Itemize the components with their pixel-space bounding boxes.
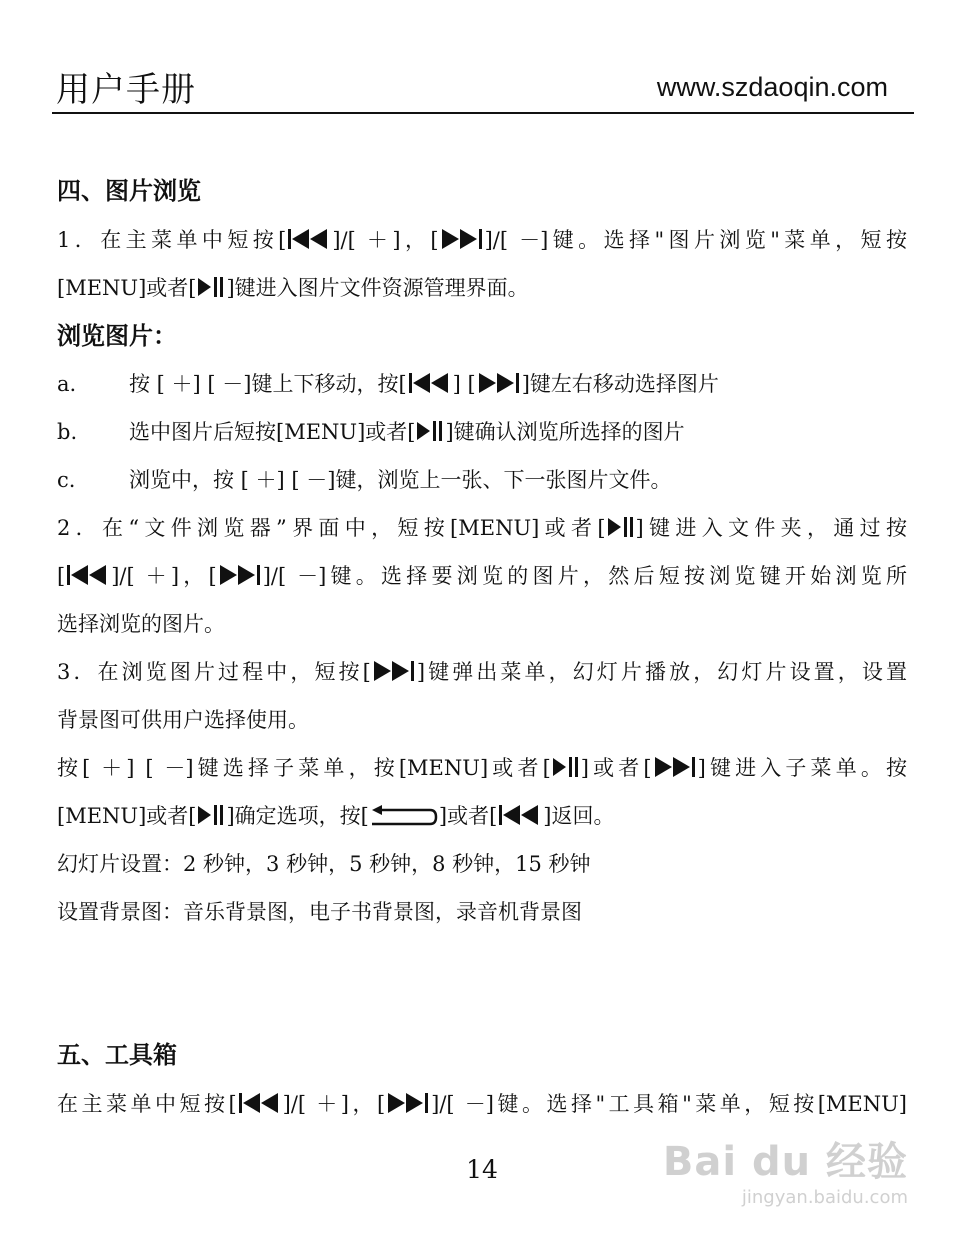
play-pause-icon [416, 420, 444, 442]
slideshow-settings-line: 幻灯片设置：2 秒钟，3 秒钟，5 秒钟，8 秒钟，15 秒钟 [57, 852, 591, 876]
next-track-icon [372, 660, 416, 682]
play-pause-icon [197, 276, 225, 298]
next-track-icon [218, 564, 262, 586]
paragraph-line: 在主菜单中短按[ ]/[ ＋]，[ ]/[ －]键。选择"工具箱"菜单，短按[MENU] [57, 1092, 907, 1116]
next-track-icon [477, 372, 521, 394]
paragraph-line: [MENU]或者[ ]键进入图片文件资源管理界面。 [57, 276, 529, 300]
section-heading-image-browse: 四、图片浏览 [57, 177, 201, 205]
list-item: b. 选中图片后短按[MENU]或者[ ]键确认浏览所选择的图片 [57, 420, 685, 444]
watermark-logo: Bai du 经验 [662, 1139, 908, 1185]
header-title: 用户手册 [56, 70, 196, 110]
play-pause-icon [607, 516, 635, 538]
list-item: a. 按 [ ＋] [ －]键上下移动，按[ ] [ ]键左右移动选择图片 [57, 372, 719, 396]
watermark [663, 1130, 908, 1208]
prev-track-icon [238, 1092, 282, 1114]
paragraph-line: 3．在浏览图片过程中，短按[ ]键弹出菜单，幻灯片播放，幻灯片设置，设置 [57, 660, 907, 684]
play-pause-icon [552, 756, 580, 778]
prev-track-icon [498, 804, 542, 826]
prev-track-icon [408, 372, 452, 394]
paragraph-line: [MENU]或者[ ]确定选项，按[ ]或者[ ]返回。 [57, 804, 615, 828]
watermark-url: jingyan.baidu.com [741, 1187, 908, 1208]
paragraph-line: 背景图可供用户选择使用。 [57, 708, 309, 732]
back-arrow-icon [370, 804, 438, 826]
list-item: c. 浏览中，按 [ ＋] [ －]键，浏览上一张、下一张图片文件。 [57, 468, 672, 492]
paragraph-line: [ ]/[ ＋]，[ ]/[ －]键。选择要浏览的图片，然后短按浏览键开始浏览所 [57, 564, 907, 588]
section-heading-toolbox: 五、工具箱 [57, 1041, 177, 1069]
play-pause-icon [197, 804, 225, 826]
next-track-icon [653, 756, 697, 778]
sub-heading-browse-pictures: 浏览图片： [57, 322, 177, 350]
background-settings-line: 设置背景图：音乐背景图，电子书背景图，录音机背景图 [57, 900, 582, 924]
header-url: www.szdaoqin.com [656, 72, 888, 102]
paragraph-line: 按[ ＋] [ －]键选择子菜单，按[MENU]或者[ ]或者[ ]键进入子菜单。按 [57, 756, 907, 780]
paragraph-line: 选择浏览的图片。 [57, 612, 225, 636]
page-number: 14 [466, 1155, 498, 1184]
next-track-icon [440, 228, 484, 250]
paragraph-line: 1．在主菜单中短按[ ]/[ ＋]，[ ]/[ －]键。选择"图片浏览"菜单，短按 [57, 228, 907, 252]
next-track-icon [386, 1092, 430, 1114]
header-divider [52, 112, 914, 114]
prev-track-icon [287, 228, 331, 250]
prev-track-icon [66, 564, 110, 586]
paragraph-line: 2．在“文件浏览器”界面中，短按[MENU]或者[ ]键进入文件夹，通过按 [57, 516, 907, 540]
